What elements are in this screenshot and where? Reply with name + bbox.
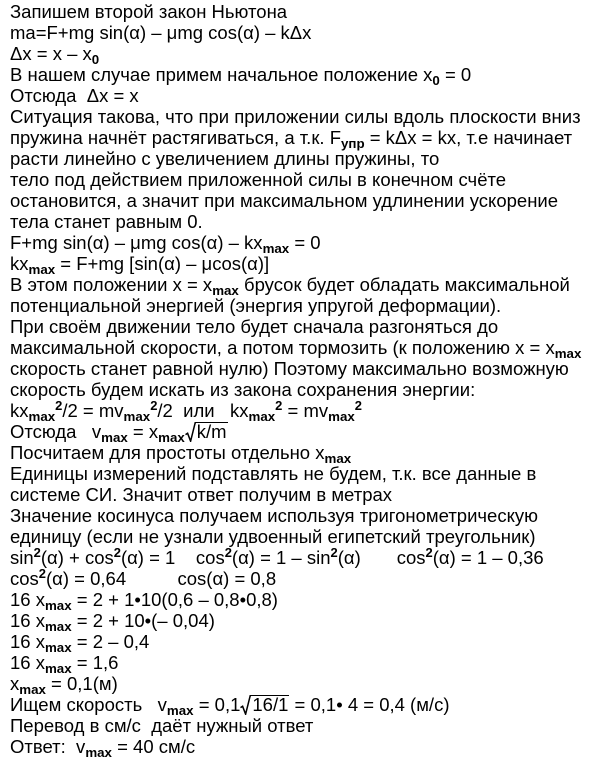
subscript: max xyxy=(44,597,72,613)
text-line xyxy=(10,463,600,484)
text-run: При своём движении тело будет сначала разгоняться до xyxy=(10,316,499,337)
text-run: = 0,1• 4 = 0,4 (м/с) xyxy=(289,694,450,715)
superscript: 2 xyxy=(425,544,433,560)
superscript: 2 xyxy=(224,544,232,560)
text-line xyxy=(10,397,600,424)
text-run: брусок будет обладать максимальной xyxy=(238,274,570,295)
text-line xyxy=(10,526,600,547)
text-run: тела станет равным 0. xyxy=(10,211,203,232)
text-run: 16 x xyxy=(10,589,45,610)
text-line xyxy=(10,652,600,676)
text-run: = 40 см/с xyxy=(111,736,196,757)
text-line xyxy=(10,22,600,43)
text-run: = 0,1(м) xyxy=(45,673,118,694)
text-run: Ситуация такова, что при приложении силы вдоль плоскости вниз xyxy=(10,106,581,127)
subscript: max xyxy=(248,408,276,424)
superscript: 2 xyxy=(55,397,63,413)
text-run: скорость станет равной нулю) Поэтому максимально возможную xyxy=(10,358,569,379)
text-line xyxy=(10,631,600,655)
subscript: max xyxy=(85,744,112,760)
text-line xyxy=(10,610,600,634)
subscript: упр xyxy=(341,135,365,151)
subscript: max xyxy=(19,681,46,697)
text-run: тело под действием приложенной силы в конечном счёте xyxy=(10,169,507,190)
text-line xyxy=(10,64,600,88)
text-run: Отсюда v xyxy=(10,421,102,442)
text-run: = 0 xyxy=(439,64,472,85)
text-run: потенциальной энергией (энергия упругой деформации). xyxy=(10,295,502,316)
text-line xyxy=(10,148,600,169)
text-line xyxy=(10,106,600,127)
text-run: Отсюда Δx = x xyxy=(10,85,139,106)
text-run: пружина начнёт растягиваться, а т.к. F xyxy=(10,127,341,148)
text-line xyxy=(10,211,600,232)
text-run: единицу (если не узнали удвоенный египетский треугольник) xyxy=(10,526,536,547)
text-line xyxy=(10,736,600,760)
radical-sign-icon xyxy=(240,695,251,715)
text-line xyxy=(10,274,600,298)
subscript: max xyxy=(554,345,582,361)
text-run: (α) = 1 cos xyxy=(120,547,225,568)
text-line xyxy=(10,565,600,589)
text-line xyxy=(10,484,600,505)
text-run: cos xyxy=(10,568,39,589)
text-run: В нашем случае примем начальное положение x xyxy=(10,64,433,85)
text-run: Ответ: v xyxy=(10,736,86,757)
superscript: 2 xyxy=(113,544,121,560)
text-run: (α) = 0,64 cos(α) = 0,8 xyxy=(46,568,277,589)
text-line xyxy=(10,127,600,151)
subscript: max xyxy=(101,429,128,445)
text-line xyxy=(10,43,600,67)
text-line xyxy=(10,694,600,718)
text-run: sin xyxy=(10,547,34,568)
text-run: (α) cos xyxy=(337,547,426,568)
superscript: 2 xyxy=(150,397,158,413)
superscript: 2 xyxy=(33,544,41,560)
text-run: = 2 – 0,4 xyxy=(71,631,150,652)
text-run: = 2 + 1•10(0,6 – 0,8•0,8) xyxy=(71,589,278,610)
radicand: 16/1 xyxy=(252,694,289,715)
text-run: остановится, а значит при максимальном удлинении ускорение xyxy=(10,190,559,211)
subscript: max xyxy=(324,450,352,466)
text-line xyxy=(10,337,600,361)
text-run: 16 x xyxy=(10,652,45,673)
text-run: (α) + cos xyxy=(40,547,114,568)
square-root xyxy=(240,694,289,715)
text-line xyxy=(10,673,600,697)
text-run: расти линейно с увеличением длины пружины, то xyxy=(10,148,440,169)
subscript: max xyxy=(212,282,239,298)
text-run: kx xyxy=(10,253,29,274)
text-run: Посчитаем для простоты отдельно x xyxy=(10,442,325,463)
text-line xyxy=(10,379,600,400)
text-run: x xyxy=(10,673,20,694)
text-run: Запишем второй закон Ньютона xyxy=(10,1,288,22)
text-run: kx xyxy=(10,400,29,421)
text-run: = x xyxy=(127,421,159,442)
text-run: максимальной скорости, а потом тормозить (к положению x = x xyxy=(10,337,555,358)
text-run: /2 или kx xyxy=(157,400,249,421)
subscript: max xyxy=(123,408,151,424)
text-run: F+mg sin(α) – μmg cos(α) – kx xyxy=(10,232,263,253)
text-run: = 0 xyxy=(289,232,321,253)
text-run: 16 x xyxy=(10,631,45,652)
text-line xyxy=(10,715,600,736)
text-run: системе СИ. Значит ответ получим в метрах xyxy=(10,484,393,505)
text-run: ma=F+mg sin(α) – μmg cos(α) – kΔx xyxy=(10,22,312,43)
text-run: скорость будем искать из закона сохранения энергии: xyxy=(10,379,476,400)
text-line xyxy=(10,1,600,22)
subscript: max xyxy=(262,240,290,256)
subscript: max xyxy=(328,408,355,424)
subscript: max xyxy=(44,618,72,634)
text-line xyxy=(10,421,600,445)
text-line xyxy=(10,295,600,316)
subscript: max xyxy=(166,702,194,718)
text-line xyxy=(10,589,600,613)
text-run: = 2 + 10•(– 0,04) xyxy=(71,610,215,631)
superscript: 2 xyxy=(275,397,283,413)
superscript: 2 xyxy=(330,544,338,560)
text-run: (α) = 1 – sin xyxy=(231,547,331,568)
text-run: (α) = 1 – 0,36 xyxy=(432,547,544,568)
text-run: Значение косинуса получаем используя тригонометрическую xyxy=(10,505,539,526)
text-line xyxy=(10,232,600,256)
text-line xyxy=(10,442,600,466)
text-run: = F+mg [sin(α) – μcos(α)] xyxy=(55,253,270,274)
text-line xyxy=(10,253,600,277)
subscript: max xyxy=(44,639,72,655)
text-line xyxy=(10,505,600,526)
square-root xyxy=(185,421,228,442)
radicand: k/m xyxy=(196,421,227,442)
text-run: /2 = mv xyxy=(62,400,124,421)
text-run: Δx = x – x xyxy=(10,43,92,64)
radical-sign-icon xyxy=(185,422,196,442)
subscript: 0 xyxy=(91,51,100,67)
text-run: 16 x xyxy=(10,610,45,631)
text-line xyxy=(10,358,600,379)
text-line xyxy=(10,169,600,190)
text-run: = 0,1 xyxy=(193,694,241,715)
subscript: 0 xyxy=(432,72,440,88)
text-run: = kΔx = kx, т.е начинает xyxy=(364,127,573,148)
text-line xyxy=(10,190,600,211)
text-line xyxy=(10,316,600,337)
subscript: max xyxy=(44,660,72,676)
text-run: Единицы измерений подставлять не будем, т.к. все данные в xyxy=(10,463,537,484)
text-run: = 1,6 xyxy=(71,652,119,673)
text-line xyxy=(10,544,600,568)
text-line xyxy=(10,85,600,106)
text-run: Перевод в см/с даёт нужный ответ xyxy=(10,715,314,736)
subscript: max xyxy=(158,429,185,445)
text-run: В этом положении x = x xyxy=(10,274,213,295)
superscript: 2 xyxy=(38,565,46,581)
subscript: max xyxy=(28,261,56,277)
text-run: Ищем скорость v xyxy=(10,694,167,715)
text-run: = mv xyxy=(282,400,329,421)
superscript: 2 xyxy=(354,397,362,413)
subscript: max xyxy=(28,408,56,424)
